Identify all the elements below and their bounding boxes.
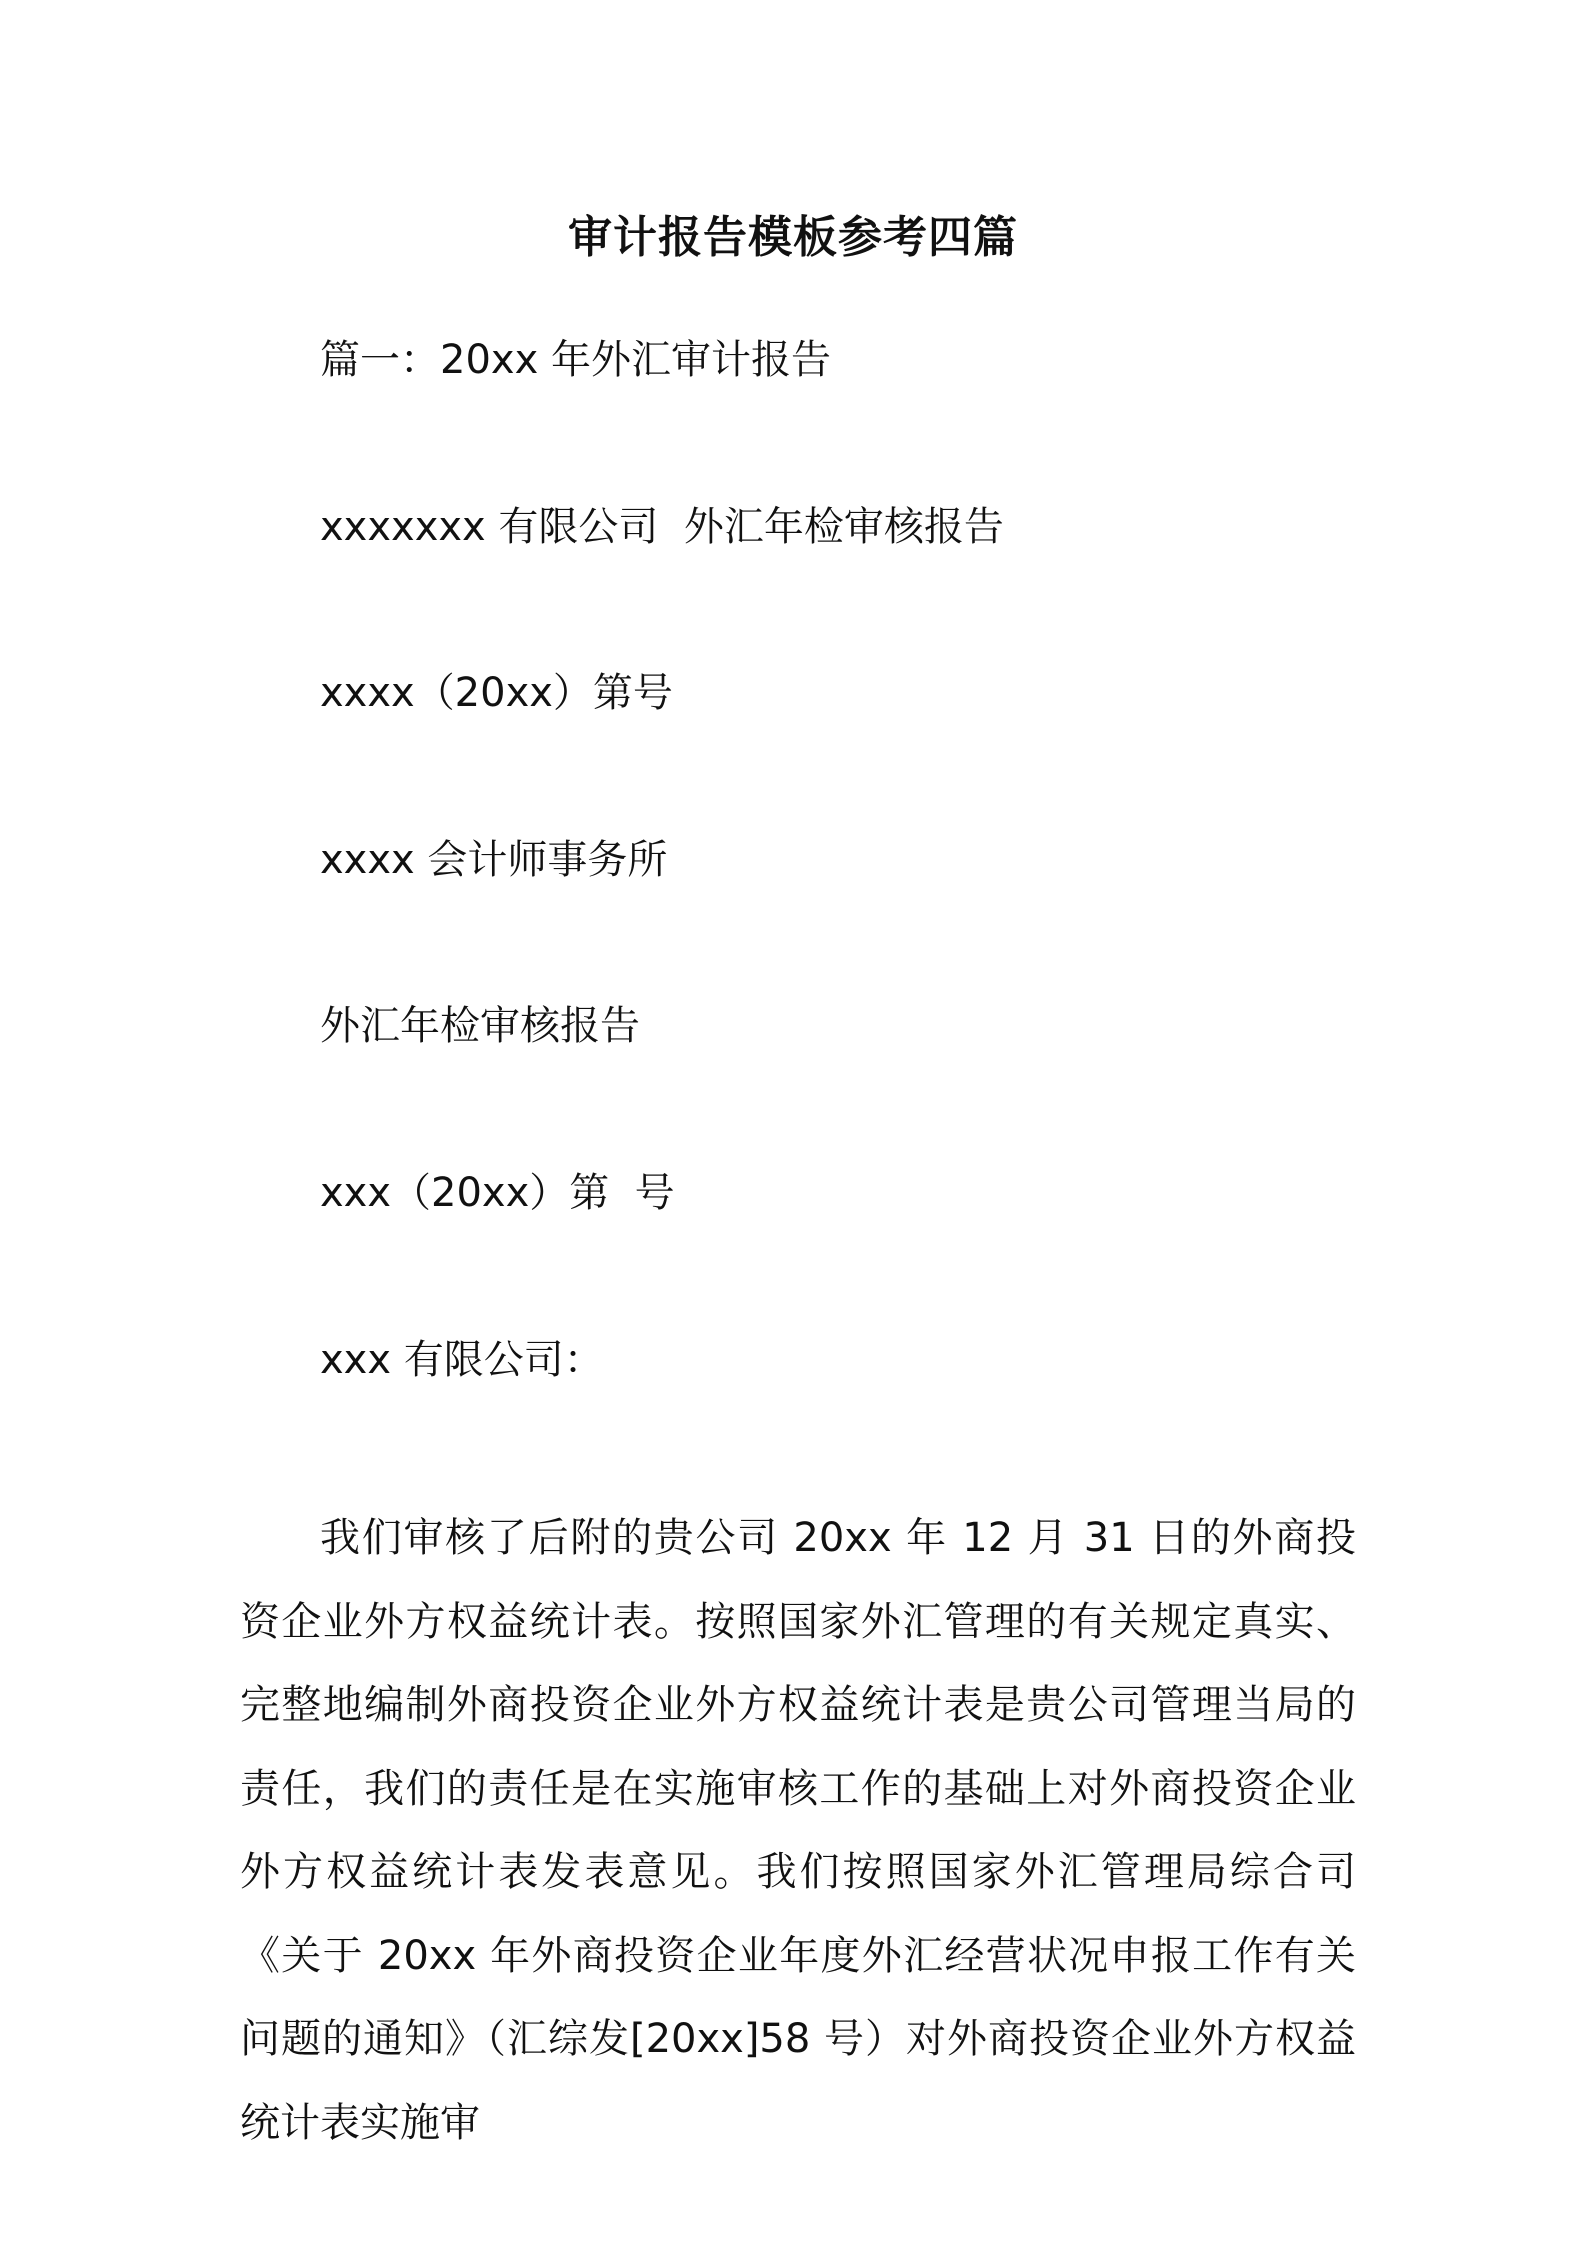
document-title: 审计报告模板参考四篇 [568,212,1018,263]
section-heading: 篇一：20xx 年外汇审计报告 [320,337,831,383]
report-subtitle-line: 外汇年检审核报告 [320,1003,640,1049]
body-paragraph: 我们审核了后附的贵公司 20xx 年 12 月 31 日的外商投资企业外方权益统计表。按照国家外汇管理的有关规定真实、完整地编制外商投资企业外方权益统计表是贵公司管理当局的责任，我们的责任是在实施审核工作的基础上对外商投资企业外方权益统计表发表意见。我们按照国家外汇管理局综合司《关于 20xx 年外商投资企业年度外汇经营状况申报工作有关问题的通知》（汇综发[20xx]58 号）对外商投资企业外方权益统计表实施审 [240,1515,1356,2146]
report-number-line: xxxx（20xx）第号 [320,670,673,716]
report-number-line-2: xxx（20xx）第 号 [320,1170,675,1216]
report-title-line: xxxxxxx 有限公司 外汇年检审核报告 [320,504,1004,550]
addressee-line: xxx 有限公司： [320,1337,604,1383]
firm-name-line: xxxx 会计师事务所 [320,837,668,883]
